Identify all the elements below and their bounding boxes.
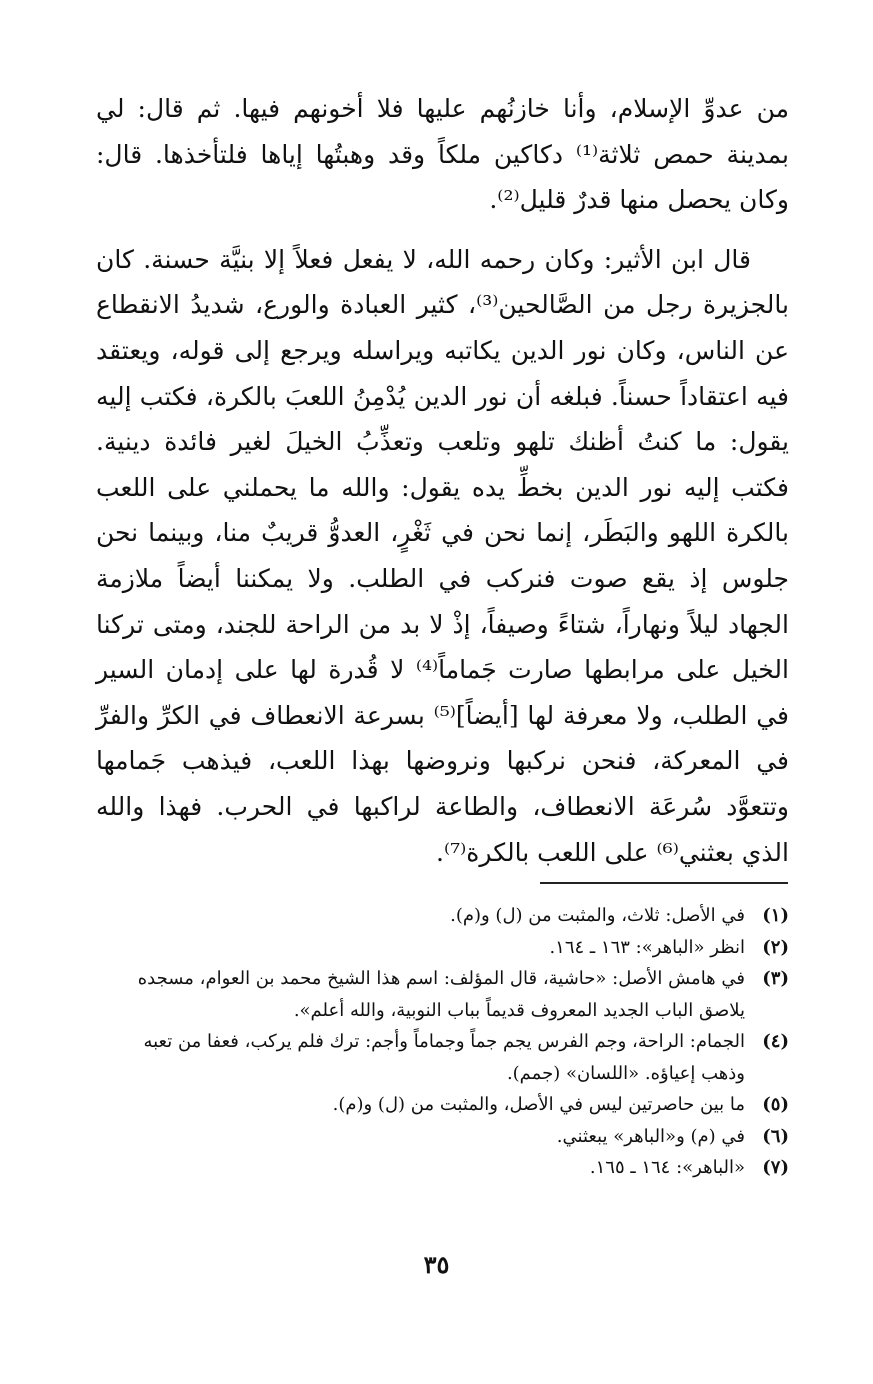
footnote-text: في هامش الأصل: «حاشية، قال المؤلف: اسم هذا الشيخ محمد بن العوام، مسجده يلاصق الباب الجديد المعروف قديماً بباب النوبية، والله أعلم». bbox=[137, 968, 745, 1021]
paragraph-gap bbox=[96, 223, 789, 237]
footnote-6 bbox=[96, 1121, 789, 1153]
footnote-number: (٣) bbox=[762, 968, 789, 989]
footnotes bbox=[96, 900, 789, 1184]
footnote-number: (٧) bbox=[762, 1157, 789, 1178]
paragraph-1: من عدوِّ الإسلام، وأنا خازنُهم عليها فلا أخونهم فيها. ثم قال: لي بمدينة حمص ثلاثة⁽¹⁾ دكاكين ملكاً وقد وهبتُها إياها فلتأخذها. قال: وكان يحصل منها قدرٌ قليل⁽²⁾. bbox=[96, 94, 790, 215]
footnote-text: انظر «الباهر»: ١٦٣ ـ ١٦٤. bbox=[549, 936, 745, 958]
footnote-text: في الأصل: ثلاث، والمثبت من (ل) و(م). bbox=[450, 905, 745, 926]
footnote-number: (١) bbox=[762, 905, 789, 926]
footnote-text: الجمام: الراحة، وجم الفرس يجم جماً وجماماً وأجم: ترك فلم يركب، فعفا من تعبه وذهب إعياؤه. «اللسان» (جمم). bbox=[143, 1031, 745, 1084]
footnote-text: «الباهر»: ١٦٤ ـ ١٦٥. bbox=[589, 1157, 745, 1178]
footnote-separator bbox=[540, 882, 788, 884]
paragraph-2: قال ابن الأثير: وكان رحمه الله، لا يفعل فعلاً إلا بنيَّة حسنة. كان بالجزيرة رجل من الصَّالحين⁽³⁾، كثير العبادة والورع، شديدُ الانقطاع عن الناس، وكان نور الدين يكاتبه ويراسله ويرجع إلى قوله، ويعتقد فيه اعتقاداً حسناً. فبلغه أن نور الدين يُدْمِنُ اللعبَ بالكرة، فكتب إليه يقول: ما كنتُ أظنك تلهو وتلعب وتعذِّبُ الخيلَ لغير فائدة دينية. فكتب إليه نور الدين بخطِّ يده يقول: والله ما يحملني على اللعب بالكرة اللهو والبَطَر، إنما نحن في ثَغْرٍ، العدوُّ قريبٌ منا، وبينما نحن جلوس إذ يقع صوت فنركب في الطلب. ولا يمكننا أيضاً ملازمة الجهاد ليلاً ونهاراً، شتاءً وصيفاً، إذْ لا بد من الراحة للجند، ومتى تركنا الخيل على مرابطها صارت جَماماً⁽⁴⁾ لا قُدرة لها على إدمان السير في الطلب، ولا معرفة لها [أيضاً]⁽⁵⁾ بسرعة الانعطاف في الكرِّ والفرِّ في المعركة، فنحن نركبها ونروضها بهذا اللعب، فيذهب جَمامها وتتعوَّد سُرعَة الانعطاف، والطاعة لراكبها في الحرب. فهذا والله الذي بعثني⁽⁶⁾ على اللعب بالكرة⁽⁷⁾. bbox=[96, 244, 789, 867]
footnote-number: (٤) bbox=[762, 1031, 789, 1052]
footnote-5 bbox=[96, 1089, 789, 1121]
footnote-text: في (م) و«الباهر» يبعثني. bbox=[556, 1125, 745, 1147]
footnote-1 bbox=[96, 900, 789, 932]
page-number: ٣٥ bbox=[423, 1250, 450, 1279]
footnote-7 bbox=[96, 1152, 789, 1184]
footnote-number: (٢) bbox=[762, 936, 789, 958]
main-text bbox=[96, 86, 789, 875]
footnote-text: ما بين حاصرتين ليس في الأصل، والمثبت من (ل) و(م). bbox=[332, 1094, 745, 1115]
footnote-4 bbox=[96, 1026, 789, 1089]
footnote-2 bbox=[96, 932, 789, 964]
footnote-3 bbox=[96, 963, 789, 1026]
footnote-number: (٦) bbox=[762, 1125, 789, 1147]
footnote-number: (٥) bbox=[762, 1094, 789, 1115]
